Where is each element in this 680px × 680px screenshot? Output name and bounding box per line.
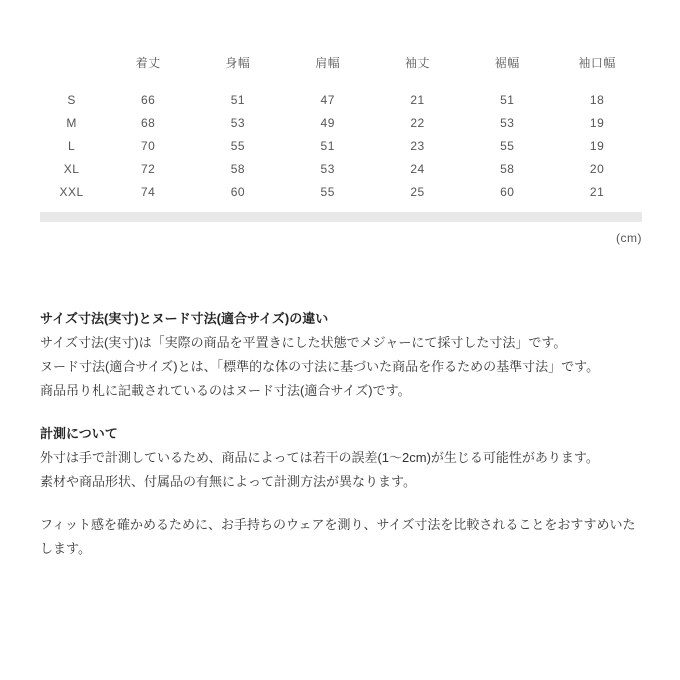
unit-label: (cm): [616, 231, 642, 245]
size-value: 21: [589, 185, 605, 199]
recommendation-note: フィット感を確かめるために、お手持ちのウェアを測り、サイズ寸法を比較されることをおすすめいたします。: [40, 517, 636, 556]
note-line: 素材や商品形状、付属品の有無によって計測方法が異なります。: [40, 474, 416, 489]
size-label: XXL: [59, 185, 84, 199]
size-value: 60: [500, 185, 515, 199]
size-value: 20: [589, 162, 605, 176]
size-value: 47: [320, 93, 335, 107]
table-row-xxl: [40, 181, 642, 204]
size-value: 58: [500, 162, 515, 176]
note-line: 外寸は手で計測しているため、商品によっては若干の誤差(1〜2cm)が生じる可能性があります。: [40, 450, 599, 465]
size-value: 53: [230, 116, 246, 130]
size-value: 23: [410, 139, 425, 153]
size-value: 25: [410, 185, 425, 199]
size-label: L: [68, 139, 76, 153]
table-row-m: [40, 112, 642, 135]
size-value: 60: [230, 185, 246, 199]
size-value: 66: [140, 93, 156, 107]
size-label: S: [67, 93, 76, 107]
note-line: サイズ寸法(実寸)は「実際の商品を平置きにした状態でメジャーにて採寸した寸法」です。: [40, 335, 567, 350]
section-heading-measurement: 計測について: [40, 426, 118, 441]
size-value: 51: [320, 139, 335, 153]
size-value: 24: [410, 162, 425, 176]
size-value: 51: [230, 93, 246, 107]
column-header-body-length: 着丈: [135, 56, 161, 70]
size-value: 53: [320, 162, 335, 176]
size-label: M: [66, 116, 77, 130]
size-value: 19: [589, 139, 605, 153]
size-value: 74: [140, 185, 156, 199]
column-header-empty: [40, 55, 103, 89]
column-header-hem-width: 裾幅: [494, 56, 520, 70]
column-header-sleeve-length: 袖丈: [404, 56, 430, 70]
size-value: 19: [589, 116, 605, 130]
header-row: [40, 55, 642, 89]
table-row-xl: [40, 158, 642, 181]
notes-section: [40, 307, 642, 561]
size-value: 72: [140, 162, 156, 176]
section-measurement: [40, 422, 642, 494]
note-line: 商品吊り札に記載されているのはヌード寸法(適合サイズ)です。: [40, 383, 411, 398]
table-row-s: [40, 89, 642, 112]
size-value: 51: [500, 93, 515, 107]
size-value: 18: [589, 93, 605, 107]
size-value: 55: [230, 139, 246, 153]
section-size-definition: [40, 307, 642, 403]
size-chart-table: [40, 55, 642, 204]
section-heading-size-definition: サイズ寸法(実寸)とヌード寸法(適合サイズ)の違い: [40, 311, 329, 326]
size-value: 49: [320, 116, 335, 130]
size-value: 68: [140, 116, 156, 130]
column-header-cuff-width: 袖口幅: [578, 56, 616, 70]
table-row-l: [40, 135, 642, 158]
size-value: 55: [500, 139, 515, 153]
size-value: 55: [320, 185, 335, 199]
horizontal-scrollbar[interactable]: [40, 212, 642, 222]
note-line: ヌード寸法(適合サイズ)とは、「標準的な体の寸法に基づいた商品を作るための基準寸法」です。: [40, 359, 600, 374]
size-value: 70: [140, 139, 156, 153]
size-value: 58: [230, 162, 246, 176]
column-header-shoulder-width: 肩幅: [315, 56, 341, 70]
size-value: 22: [410, 116, 425, 130]
size-value: 53: [500, 116, 515, 130]
size-label: XL: [63, 162, 80, 176]
size-value: 21: [410, 93, 425, 107]
column-header-body-width: 身幅: [225, 56, 251, 70]
